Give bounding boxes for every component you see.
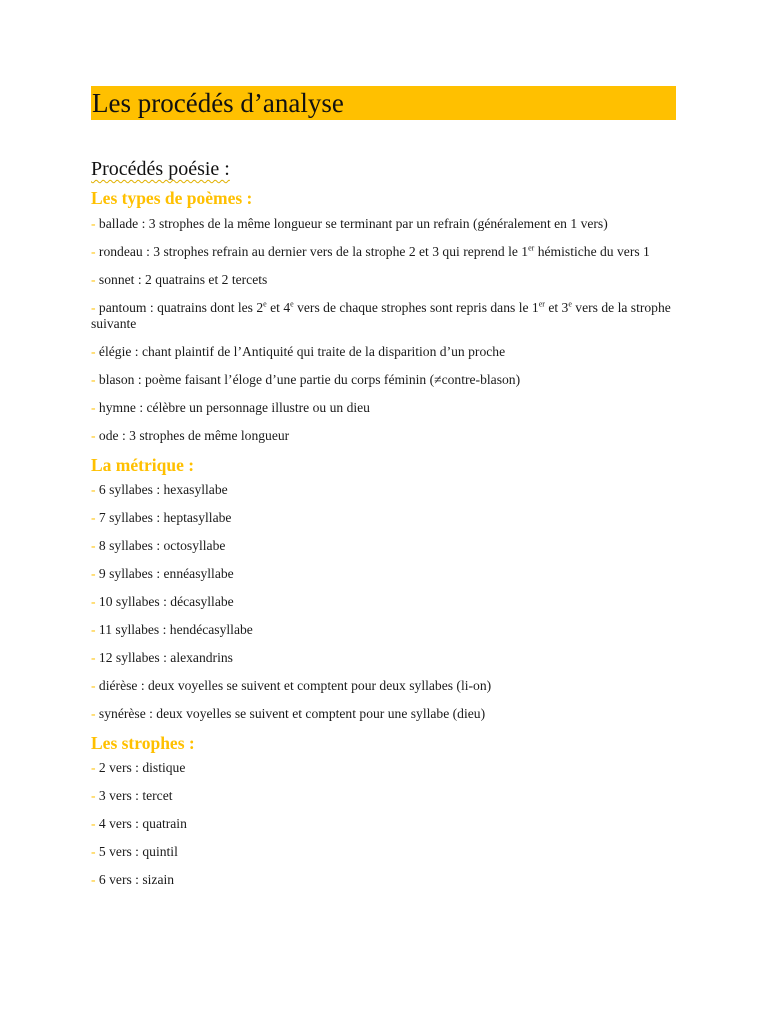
section-heading: Les strophes : (91, 733, 195, 753)
list-item (91, 788, 676, 804)
bullet-dash: - (91, 216, 96, 231)
list-item (91, 344, 676, 360)
list-item (91, 678, 676, 694)
bullet-dash: - (91, 816, 96, 831)
bullet-dash: - (91, 844, 96, 859)
list-item (91, 400, 676, 416)
list-item (91, 510, 676, 526)
list-item-text: 3 vers : tercet (95, 788, 173, 803)
sections-container (91, 187, 676, 888)
section-heading: La métrique : (91, 455, 195, 475)
list-item-text: et 4 (266, 300, 291, 315)
list-item (91, 622, 676, 638)
list-item-text: élégie : chant plaintif de l’Antiquité qui traite de la disparition d’un proche (95, 344, 506, 359)
bullet-dash: - (91, 372, 96, 387)
list-item-text: 2 vers : distique (95, 760, 186, 775)
list-item-text: hémistiche du vers 1 (534, 244, 650, 259)
list-item-text: 10 syllabes : décasyllabe (95, 594, 234, 609)
bullet-dash: - (91, 622, 96, 637)
list-item-text: hymne : célèbre un personnage illustre ou un dieu (95, 400, 370, 415)
bullet-dash: - (91, 788, 96, 803)
list-item (91, 594, 676, 610)
document-title: Les procédés d’analyse (91, 86, 676, 120)
list-item (91, 844, 676, 860)
section-list (91, 482, 676, 722)
bullet-dash: - (91, 244, 96, 259)
list-item-text: 12 syllabes : alexandrins (95, 650, 233, 665)
bullet-dash: - (91, 428, 96, 443)
list-item-text: 4 vers : quatrain (95, 816, 187, 831)
list-item-text: ballade : 3 strophes de la même longueur se terminant par un refrain (généralement en 1 vers) (95, 216, 608, 231)
list-item-text: pantoum : quatrains dont les 2 (95, 300, 264, 315)
list-item (91, 760, 676, 776)
bullet-dash: - (91, 400, 96, 415)
section-heading: Les types de poèmes : (91, 188, 253, 208)
bullet-dash: - (91, 538, 96, 553)
superscript: e (263, 299, 267, 309)
bullet-dash: - (91, 706, 96, 721)
list-item-text: 9 syllabes : ennéasyllabe (95, 566, 234, 581)
list-item (91, 566, 676, 582)
list-item (91, 300, 676, 332)
list-item (91, 372, 676, 388)
document-page (91, 86, 676, 888)
list-item-text: vers de la strophe suivante (91, 300, 671, 331)
bullet-dash: - (91, 272, 96, 287)
bullet-dash: - (91, 300, 96, 315)
list-item (91, 272, 676, 288)
superscript: er (538, 299, 545, 309)
list-item-text: blason : poème faisant l’éloge d’une partie du corps féminin (≠contre-blason) (95, 372, 521, 387)
list-item-text: 6 syllabes : hexasyllabe (95, 482, 228, 497)
bullet-dash: - (91, 594, 96, 609)
list-item (91, 244, 676, 260)
superscript: er (528, 243, 535, 253)
list-item (91, 428, 676, 444)
bullet-dash: - (91, 482, 96, 497)
document-subtitle: Procédés poésie : (91, 158, 230, 180)
list-item-text: diérèse : deux voyelles se suivent et comptent pour deux syllabes (li-on) (95, 678, 492, 693)
list-item (91, 482, 676, 498)
list-item (91, 872, 676, 888)
bullet-dash: - (91, 344, 96, 359)
list-item (91, 216, 676, 232)
list-item-text: ode : 3 strophes de même longueur (95, 428, 290, 443)
list-item-text: sonnet : 2 quatrains et 2 tercets (95, 272, 268, 287)
list-item-text: rondeau : 3 strophes refrain au dernier vers de la strophe 2 et 3 qui reprend le 1 (95, 244, 529, 259)
bullet-dash: - (91, 566, 96, 581)
list-item-text: 5 vers : quintil (95, 844, 178, 859)
list-item (91, 816, 676, 832)
list-item-text: 7 syllabes : heptasyllabe (95, 510, 232, 525)
superscript: e (568, 299, 572, 309)
list-item-text: et 3 (544, 300, 569, 315)
list-item-text: 8 syllabes : octosyllabe (95, 538, 226, 553)
bullet-dash: - (91, 510, 96, 525)
list-item-text: vers de chaque strophes sont repris dans le 1 (293, 300, 539, 315)
list-item-text: 6 vers : sizain (95, 872, 175, 887)
list-item-text: 11 syllabes : hendécasyllabe (95, 622, 253, 637)
bullet-dash: - (91, 872, 96, 887)
section-list (91, 760, 676, 888)
section-list (91, 216, 676, 444)
bullet-dash: - (91, 678, 96, 693)
list-item (91, 706, 676, 722)
list-item (91, 538, 676, 554)
list-item (91, 650, 676, 666)
superscript: e (290, 299, 294, 309)
bullet-dash: - (91, 650, 96, 665)
list-item-text: synérèse : deux voyelles se suivent et comptent pour une syllabe (dieu) (95, 706, 486, 721)
bullet-dash: - (91, 760, 96, 775)
